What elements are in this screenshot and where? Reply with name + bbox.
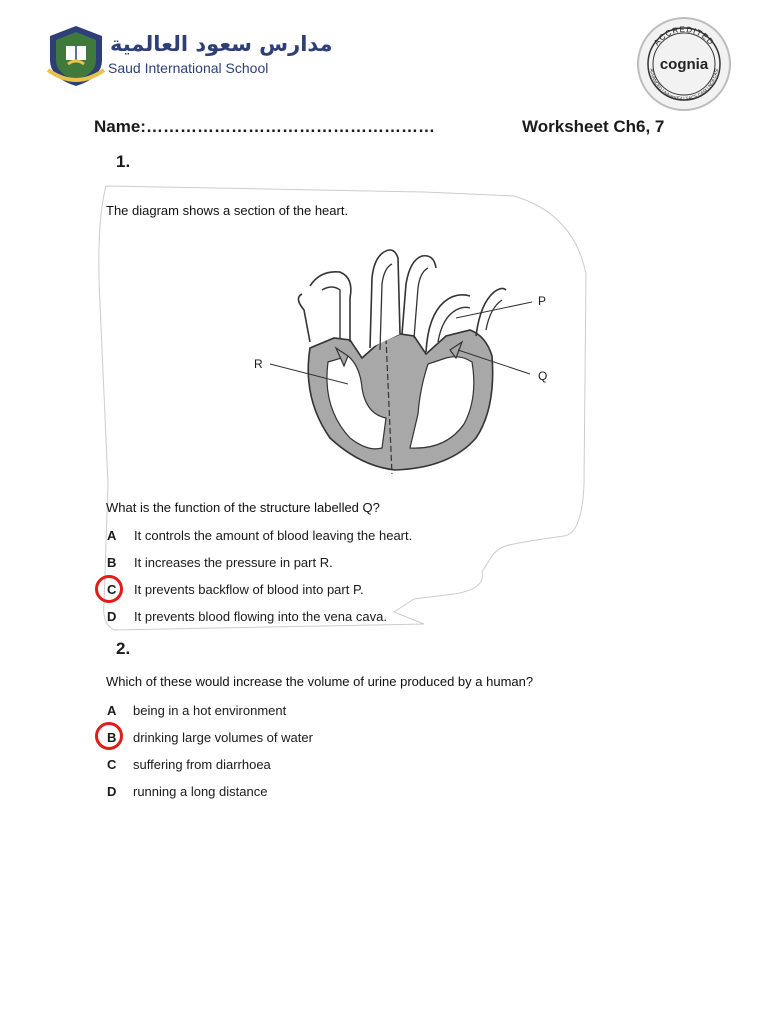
q1-option-c-text[interactable]: It prevents backflow of blood into part P. <box>134 582 364 597</box>
heart-label-q: Q <box>538 369 548 383</box>
q1-option-b-letter: B <box>107 555 117 570</box>
school-name-arabic: مدارس سعود العالمية <box>110 32 333 56</box>
q1-option-a-text[interactable]: It controls the amount of blood leaving the heart. <box>134 528 413 543</box>
q1-option-c-letter: C <box>107 582 117 597</box>
heart-section-diagram <box>250 238 560 478</box>
cognia-accreditation-seal-icon <box>636 16 732 112</box>
school-logo-icon <box>46 24 106 88</box>
question-2-text: Which of these would increase the volume of urine produced by a human? <box>106 674 534 689</box>
seal-center-text: cognia <box>659 56 709 73</box>
q1-option-a-letter: A <box>107 528 117 543</box>
q2-option-c-letter: C <box>107 757 117 772</box>
q2-option-d-text[interactable]: running a long distance <box>133 784 268 799</box>
q2-option-d-letter: D <box>107 784 117 799</box>
seal-top-text: ACCREDITED <box>652 24 716 48</box>
q2-option-b-letter: B <box>107 730 117 745</box>
q2-option-a-text[interactable]: being in a hot environment <box>133 703 287 718</box>
school-name-english: Saud International School <box>108 60 269 76</box>
q2-option-b-text[interactable]: drinking large volumes of water <box>133 730 313 745</box>
q1-option-b-text[interactable]: It increases the pressure in part R. <box>134 555 333 570</box>
heart-label-p: P <box>538 294 547 308</box>
q2-option-a-letter: A <box>107 703 117 718</box>
question-1-intro: The diagram shows a section of the heart. <box>106 203 349 218</box>
seal-bottom-text: ADVANCED | AdvancEd | SACS CASI | NCA CASI <box>649 68 719 101</box>
worksheet-title: Worksheet Ch6, 7 <box>522 117 665 136</box>
q2-option-c-text[interactable]: suffering from diarrhoea <box>133 757 271 772</box>
question-1-text: What is the function of the structure labelled Q? <box>106 500 380 515</box>
q1-option-d-text[interactable]: It prevents blood flowing into the vena cava. <box>134 609 387 624</box>
student-name-field[interactable]: Name:…………………………………………… <box>94 117 435 136</box>
heart-label-r: R <box>254 357 263 371</box>
question-2-number: 2. <box>116 639 131 658</box>
q1-option-d-letter: D <box>107 609 117 624</box>
question-1-number: 1. <box>116 152 131 171</box>
